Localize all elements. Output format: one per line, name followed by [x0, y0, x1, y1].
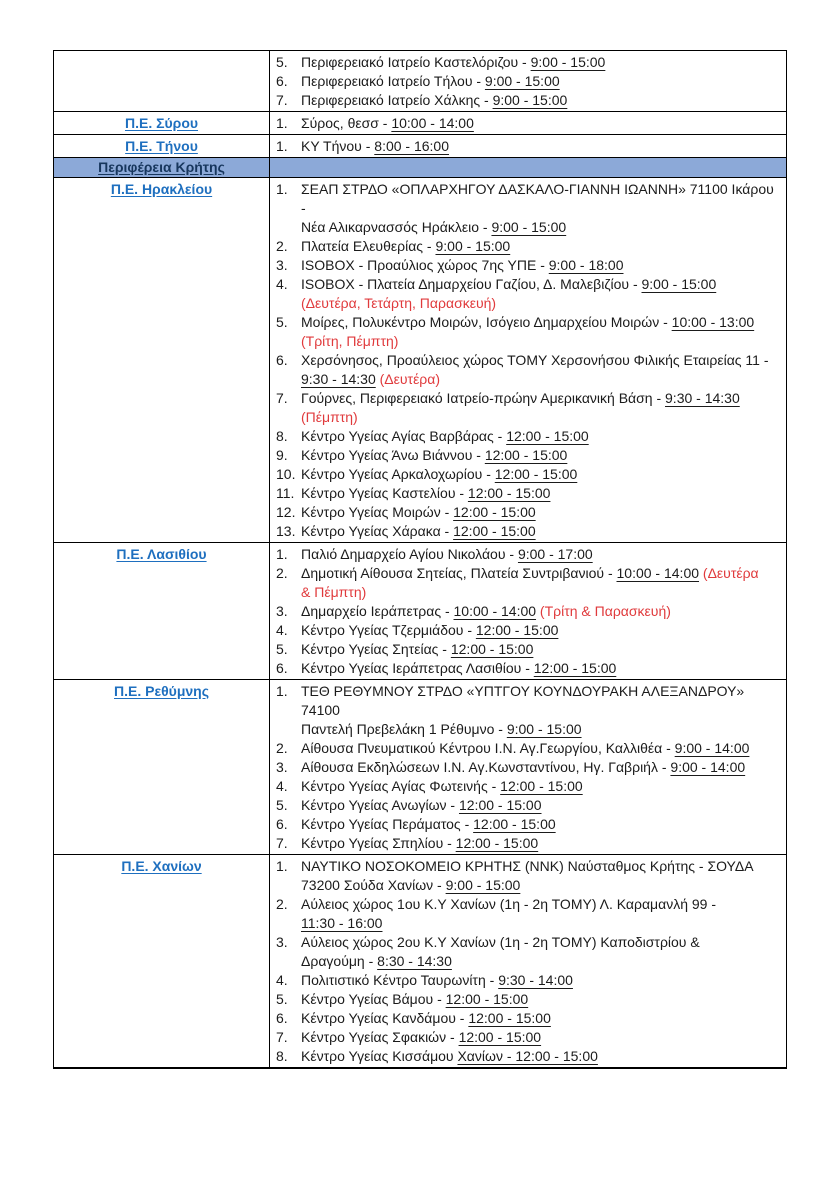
item-number: 5.: [276, 314, 288, 330]
location-item: [276, 621, 780, 640]
location-name: Αίθουσα Εκδηλώσεων Ι.Ν. Αγ.Κωνσταντίνου, Ηγ. Γαβριήλ -: [301, 759, 671, 775]
location-item: [276, 777, 780, 796]
region-link[interactable]: Π.Ε. Ρεθύμνης: [114, 683, 209, 699]
locations-cell: [270, 178, 787, 543]
locations-cell: [270, 112, 787, 135]
location-item: [276, 640, 780, 659]
time-range: 12:00 - 15:00: [458, 797, 542, 813]
time-range: 12:00 - 15:00: [458, 1029, 542, 1045]
time-range: 9:00 - 17:00: [517, 546, 593, 562]
time-range: 12:00 - 15:00: [500, 778, 583, 794]
location-name: ΝΑΥΤΙΚΟ ΝΟΣΟΚΟΜΕΙΟ ΚΡΗΤΗΣ (ΝΝΚ) Ναύσταθμος Κρήτης - ΣΟΥΔΑ: [301, 858, 754, 874]
item-number: 1.: [276, 546, 288, 562]
item-number: 8.: [276, 428, 288, 444]
location-item: [276, 72, 780, 91]
region-label-cell: [54, 51, 270, 112]
location-item: [276, 446, 780, 465]
item-number: 3.: [276, 257, 288, 273]
time-range: 9:00 - 15:00: [530, 54, 606, 70]
region-label-cell: [54, 680, 270, 855]
region-row: [54, 178, 787, 543]
region-link[interactable]: Π.Ε. Τήνου: [125, 138, 198, 154]
item-number: 1.: [276, 138, 288, 154]
location-name: Κέντρο Υγείας Ιεράπετρας Λασιθίου -: [301, 660, 534, 676]
days-note: (Δευτέρα: [702, 565, 759, 581]
days-note: & Πέμπτη): [301, 584, 367, 600]
location-name: Κέντρο Υγείας Αγίας Φωτεινής -: [301, 778, 501, 794]
location-name: Κέντρο Υγείας Σπηλίου -: [301, 835, 456, 851]
item-text: [301, 659, 780, 678]
region-band-row: [54, 158, 787, 178]
location-name: Παντελή Πρεβελάκη 1 Ρέθυμνο -: [301, 721, 507, 737]
item-text: [301, 137, 780, 156]
item-text: [301, 91, 780, 110]
item-number: 3.: [276, 603, 288, 619]
item-number: 1.: [276, 181, 288, 197]
time-range: 12:00 - 15:00: [445, 991, 529, 1007]
item-text: [301, 895, 780, 933]
item-text: [301, 389, 780, 427]
item-number: 11.: [276, 485, 295, 501]
item-text: [301, 522, 780, 541]
item-text: [301, 351, 780, 389]
item-text: [301, 990, 780, 1009]
location-name: Κέντρο Υγείας Κανδάμου -: [301, 1010, 469, 1026]
days-note: (Τρίτη & Παρασκευή): [539, 603, 671, 619]
region-band-label-cell: [54, 158, 270, 178]
region-link[interactable]: Π.Ε. Λασιθίου: [116, 546, 207, 562]
item-number: 6.: [276, 1010, 288, 1026]
location-item: [276, 1047, 780, 1066]
location-item: [276, 313, 780, 351]
time-range: 12:00 - 15:00: [453, 523, 536, 539]
location-item: [276, 389, 780, 427]
item-text: [301, 834, 780, 853]
region-row: [54, 135, 787, 158]
location-item: [276, 796, 780, 815]
item-number: 5.: [276, 641, 288, 657]
location-item: [276, 180, 780, 237]
region-row: [54, 51, 787, 112]
location-item: [276, 834, 780, 853]
location-item: [276, 739, 780, 758]
item-text: [301, 564, 780, 602]
time-range: 10:00 - 14:00: [453, 603, 537, 619]
item-number: 4.: [276, 778, 288, 794]
location-name: Κέντρο Υγείας Τζερμιάδου -: [301, 622, 476, 638]
item-number: 6.: [276, 73, 288, 89]
item-number: 5.: [276, 797, 288, 813]
region-link[interactable]: Π.Ε. Σύρου: [124, 115, 199, 131]
location-item: [276, 971, 780, 990]
item-text: [301, 602, 780, 621]
region-label-cell: [54, 543, 270, 680]
time-range: 12:00 - 15:00: [484, 447, 568, 463]
item-number: 10.: [276, 466, 296, 482]
item-text: [301, 180, 780, 237]
item-text: [301, 621, 780, 640]
location-name: Σύρος, θεσσ -: [301, 115, 392, 131]
location-name: Νέα Αλικαρνασσός Ηράκλειο -: [301, 219, 492, 235]
item-number: 1.: [276, 683, 288, 699]
item-number: 7.: [276, 92, 288, 108]
item-text: [301, 933, 780, 971]
location-item: [276, 137, 780, 156]
location-name: Κέντρο Υγείας Ανωγίων -: [301, 797, 459, 813]
location-item: [276, 602, 780, 621]
item-text: [301, 815, 780, 834]
location-name: Πλατεία Ελευθερίας -: [301, 238, 436, 254]
item-text: [301, 53, 780, 72]
time-range: 12:00 - 15:00: [455, 835, 539, 851]
time-range: 9:00 - 15:00: [506, 721, 582, 737]
time-range: 8:30 - 14:30: [377, 953, 452, 969]
days-note: (Δευτέρα, Τετάρτη, Παρασκευή): [301, 295, 497, 311]
item-number: 5.: [276, 54, 288, 70]
time-range: 12:00 - 15:00: [468, 1010, 551, 1026]
item-text: [301, 640, 780, 659]
time-range: 10:00 - 13:00: [671, 314, 755, 330]
location-name: Πολιτιστικό Κέντρο Ταυρωνίτη -: [301, 972, 499, 988]
location-item: [276, 758, 780, 777]
location-name: Χερσόνησος, Προαύλειος χώρος ΤΟΜΥ Χερσονήσου Φιλικής Εταιρείας 11 -: [301, 352, 769, 368]
location-item: [276, 933, 780, 971]
location-name: Αύλειος χώρος 1ου Κ.Υ Χανίων (1η - 2η ΤΟΜΥ) Λ. Καραμανλή 99 -: [301, 896, 717, 912]
days-note: (Πέμπτη): [301, 409, 358, 425]
time-range: 12:00 - 15:00: [450, 641, 534, 657]
item-text: [301, 427, 780, 446]
item-text: [301, 682, 780, 739]
item-number: 5.: [276, 991, 288, 1007]
item-text: [301, 114, 780, 133]
time-range: 10:00 - 14:00: [616, 565, 700, 581]
region-label-cell: [54, 135, 270, 158]
item-number: 9.: [276, 447, 288, 463]
location-item: [276, 857, 780, 895]
time-range: Χανίων - 12:00 - 15:00: [457, 1048, 598, 1064]
item-number: 2.: [276, 740, 288, 756]
item-text: [301, 545, 780, 564]
location-item: [276, 503, 780, 522]
location-item: [276, 237, 780, 256]
location-name: Μοίρες, Πολυκέντρο Μοιρών, Ισόγειο Δημαρχείου Μοιρών -: [301, 314, 672, 330]
schedule-table: [53, 50, 787, 1069]
item-number: 13.: [276, 523, 296, 539]
location-item: [276, 53, 780, 72]
item-number: 4.: [276, 622, 288, 638]
location-name: Κέντρο Υγείας Αγίας Βαρβάρας -: [301, 428, 507, 444]
time-range: 9:00 - 15:00: [641, 276, 717, 292]
time-range: 12:00 - 15:00: [494, 466, 578, 482]
location-name: Κέντρο Υγείας Σφακιών -: [301, 1029, 459, 1045]
item-number: 4.: [276, 972, 288, 988]
item-number: 2.: [276, 896, 288, 912]
location-item: [276, 91, 780, 110]
time-range: 9:00 - 15:00: [492, 92, 568, 108]
location-name: Κέντρο Υγείας Άνω Βιάννου -: [301, 447, 485, 463]
time-range: 9:00 - 18:00: [548, 257, 624, 273]
location-name: Κέντρο Υγείας Μοιρών -: [301, 504, 454, 520]
item-text: [301, 72, 780, 91]
region-band-label: Περιφέρεια Κρήτης: [98, 159, 225, 175]
location-item: [276, 545, 780, 564]
region-label-cell: [54, 112, 270, 135]
item-text: [301, 971, 780, 990]
item-number: 1.: [276, 858, 288, 874]
region-row: [54, 680, 787, 855]
location-name: ΚΥ Τήνου -: [301, 138, 375, 154]
location-name: Γούρνες, Περιφερειακό Ιατρείο-πρώην Αμερικανική Βάση -: [301, 390, 666, 406]
item-number: 8.: [276, 1048, 288, 1064]
location-name: Κέντρο Υγείας Βάμου -: [301, 991, 446, 1007]
item-text: [301, 758, 780, 777]
item-text: [301, 1028, 780, 1047]
time-range: 9:00 - 14:00: [670, 759, 746, 775]
time-range: 12:00 - 15:00: [475, 622, 559, 638]
location-item: [276, 256, 780, 275]
item-text: [301, 313, 780, 351]
item-text: [301, 777, 780, 796]
location-item: [276, 659, 780, 678]
item-text: [301, 465, 780, 484]
item-text: [301, 446, 780, 465]
item-number: 3.: [276, 759, 288, 775]
item-number: 2.: [276, 238, 288, 254]
location-name: ISOBOX - Προαύλιος χώρος 7ης ΥΠΕ -: [301, 257, 549, 273]
location-name: Δημαρχείο Ιεράπετρας -: [301, 603, 454, 619]
time-range: 9:00 - 14:00: [674, 740, 750, 756]
time-range: 12:00 - 15:00: [533, 660, 617, 676]
location-name: ΣΕΑΠ ΣΤΡΔΟ «ΟΠΛΑΡΧΗΓΟΥ ΔΑΣΚΑΛΟ-ΓΙΑΝΝΗ ΙΩΑΝΝΗ» 71100 Ικάρου -: [301, 181, 774, 216]
time-range: 9:00 - 15:00: [491, 219, 567, 235]
location-name: Περιφερειακό Ιατρείο Τήλου -: [301, 73, 485, 89]
location-name: ΤΕΘ ΡΕΘΥΜΝΟΥ ΣΤΡΔΟ «ΥΠΤΓΟΥ ΚΟΥΝΔΟΥΡΑΚΗ ΑΛΕΞΑΝΔΡΟΥ» 74100: [301, 683, 745, 718]
locations-cell: [270, 680, 787, 855]
item-text: [301, 237, 780, 256]
time-range: 10:00 - 14:00: [391, 115, 474, 131]
region-row: [54, 855, 787, 1069]
item-text: [301, 857, 780, 895]
item-number: 6.: [276, 816, 288, 832]
location-name: Περιφερειακό Ιατρείο Χάλκης -: [301, 92, 493, 108]
region-label-cell: [54, 855, 270, 1069]
location-name: Κέντρο Υγείας Αρκαλοχωρίου -: [301, 466, 495, 482]
location-item: [276, 564, 780, 602]
location-name: Αίθουσα Πνευματικού Κέντρου Ι.Ν. Αγ.Γεωργίου, Καλλιθέα -: [301, 740, 675, 756]
location-name: Κέντρο Υγείας Περάματος -: [301, 816, 474, 832]
location-item: [276, 990, 780, 1009]
time-range: 9:00 - 15:00: [484, 73, 560, 89]
location-item: [276, 815, 780, 834]
location-item: [276, 522, 780, 541]
location-item: [276, 465, 780, 484]
item-number: 3.: [276, 934, 288, 950]
item-number: 7.: [276, 390, 288, 406]
time-range: 12:00 - 15:00: [453, 504, 536, 520]
location-item: [276, 1009, 780, 1028]
region-row: [54, 543, 787, 680]
time-range: 9:30 - 14:30: [665, 390, 740, 406]
location-name: Περιφερειακό Ιατρείο Καστελόριζου -: [301, 54, 531, 70]
time-range: 9:00 - 15:00: [445, 877, 521, 893]
item-text: [301, 1009, 780, 1028]
location-name: ISOBOX - Πλατεία Δημαρχείου Γαζίου, Δ. Μαλεβιζίου -: [301, 276, 642, 292]
item-text: [301, 256, 780, 275]
region-link[interactable]: Π.Ε. Χανίων: [121, 858, 202, 874]
location-item: [276, 114, 780, 133]
item-text: [301, 275, 780, 313]
item-text: [301, 1047, 780, 1066]
days-note: (Τρίτη, Πέμπτη): [301, 333, 399, 349]
location-item: [276, 682, 780, 739]
time-range: 9:00 - 15:00: [435, 238, 511, 254]
location-name: Κέντρο Υγείας Σητείας -: [301, 641, 451, 657]
region-label-cell: [54, 178, 270, 543]
locations-cell: [270, 51, 787, 112]
region-band-empty-cell: [270, 158, 787, 178]
item-number: 4.: [276, 276, 288, 292]
time-range: 9:30 - 14:30: [301, 371, 376, 387]
location-name: Κέντρο Υγείας Κισσάμου: [301, 1048, 458, 1064]
item-number: 6.: [276, 352, 288, 368]
location-name: Δραγούμη -: [301, 953, 378, 969]
time-range: 8:00 - 16:00: [374, 138, 450, 154]
location-item: [276, 275, 780, 313]
time-range: 12:00 - 15:00: [467, 485, 551, 501]
location-name: 73200 Σούδα Χανίων -: [301, 877, 446, 893]
item-text: [301, 739, 780, 758]
item-text: [301, 503, 780, 522]
item-number: 6.: [276, 660, 288, 676]
locations-cell: [270, 855, 787, 1069]
location-item: [276, 484, 780, 503]
item-number: 7.: [276, 1029, 288, 1045]
region-row: [54, 112, 787, 135]
item-number: 7.: [276, 835, 288, 851]
region-link[interactable]: Π.Ε. Ηρακλείου: [110, 181, 213, 197]
item-number: 1.: [276, 115, 288, 131]
time-range: 9:30 - 14:00: [498, 972, 573, 988]
location-item: [276, 427, 780, 446]
item-text: [301, 484, 780, 503]
locations-cell: [270, 543, 787, 680]
location-name: Δημοτική Αίθουσα Σητείας, Πλατεία Συντριβανιού -: [301, 565, 617, 581]
location-name: Κέντρο Υγείας Χάρακα -: [301, 523, 454, 539]
days-note: (Δευτέρα): [379, 371, 441, 387]
item-number: 12.: [276, 504, 296, 520]
location-item: [276, 1028, 780, 1047]
time-range: 12:00 - 15:00: [473, 816, 556, 832]
locations-cell: [270, 135, 787, 158]
time-range: 12:00 - 15:00: [506, 428, 589, 444]
item-number: 2.: [276, 565, 288, 581]
location-name: Κέντρο Υγείας Καστελίου -: [301, 485, 468, 501]
location-item: [276, 895, 780, 933]
item-text: [301, 796, 780, 815]
time-range: 11:30 - 16:00: [301, 915, 383, 931]
location-item: [276, 351, 780, 389]
location-name: Παλιό Δημαρχείο Αγίου Νικολάου -: [301, 546, 518, 562]
location-name: Αύλειος χώρος 2ου Κ.Υ Χανίων (1η - 2η ΤΟΜΥ) Καποδιστρίου &: [301, 934, 700, 950]
